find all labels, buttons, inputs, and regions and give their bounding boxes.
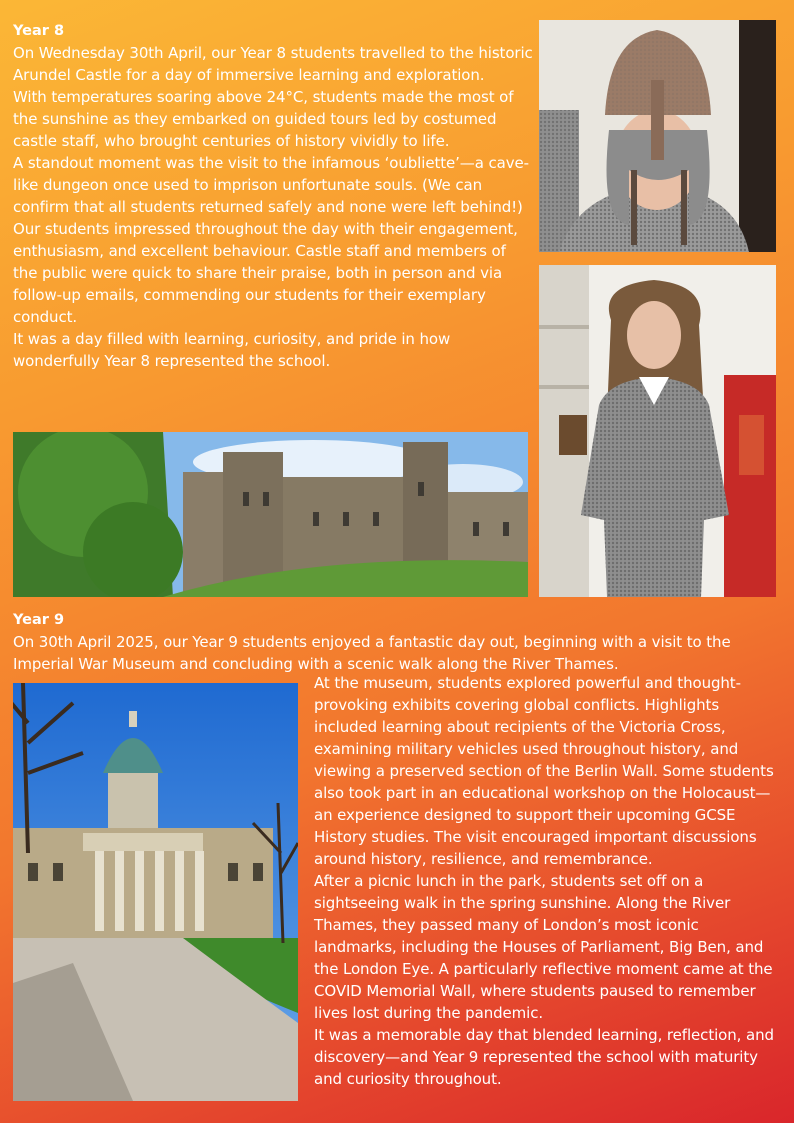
- year9-paragraph-3: It was a memorable day that blended learning, reflection, and discovery—and Year 9 represented the school with maturity and curiosity throughout.: [314, 1026, 774, 1088]
- imperial-war-museum-photo: [13, 683, 298, 1101]
- year8-paragraph-5: It was a day filled with learning, curiosity, and pride in how wonderfully Year 8 represented the school.: [13, 330, 451, 370]
- year9-paragraph-2: After a picnic lunch in the park, students set off on a sightseeing walk in the spring sunshine. Along the River Thames, they passed many of London’s most iconic landmarks, including the Houses of Parliament, Big Ben, and the London Eye. A particularly reflective moment came at the COVID Memorial Wall, where students paused to remember lives lost during the pandemic.: [314, 872, 773, 1022]
- teacher-chainmail-photo: [539, 265, 776, 597]
- year8-paragraph-4: Our students impressed throughout the day with their engagement, enthusiasm, and excellent behaviour. Castle staff and members of the public were quick to share their praise, both in person and via follow-up emails, commending our students for their exemplary conduct.: [13, 220, 518, 326]
- year9-title: Year 9: [13, 612, 65, 628]
- year9-paragraph-1: At the museum, students explored powerful and thought-provoking exhibits covering global conflicts. Highlights included learning about recipients of the Victoria Cross, examining military vehicles used throughout history, and viewing a preserved section of the Berlin Wall. Some students also took part in an educational workshop on the Holocaust—an experience designed to support their upcoming GCSE History studies. The visit encouraged important discussions around history, resilience, and remembrance.: [314, 674, 774, 868]
- year8-paragraph-3: A standout moment was the visit to the infamous ‘oubliette’—a cave-like dungeon once used to imprison unfortunate souls. (We can confirm that all students returned safely and none were left behind!): [13, 154, 529, 216]
- year9-intro: On 30th April 2025, our Year 9 students enjoyed a fantastic day out, beginning with a visit to the Imperial War Museum and concluding with a scenic walk along the River Thames.: [13, 633, 731, 673]
- year8-body: [13, 42, 533, 372]
- arundel-castle-photo: [13, 432, 528, 597]
- year8-paragraph-1: On Wednesday 30th April, our Year 8 students travelled to the historic Arundel Castle for a day of immersive learning and exploration.: [13, 44, 533, 84]
- student-helmet-photo: [539, 20, 776, 252]
- year9-body: [314, 672, 784, 1090]
- year8-paragraph-2: With temperatures soaring above 24°C, students made the most of the sunshine as they embarked on guided tours led by costumed castle staff, who brought centuries of history vividly to life.: [13, 88, 514, 150]
- year8-title: Year 8: [13, 23, 65, 39]
